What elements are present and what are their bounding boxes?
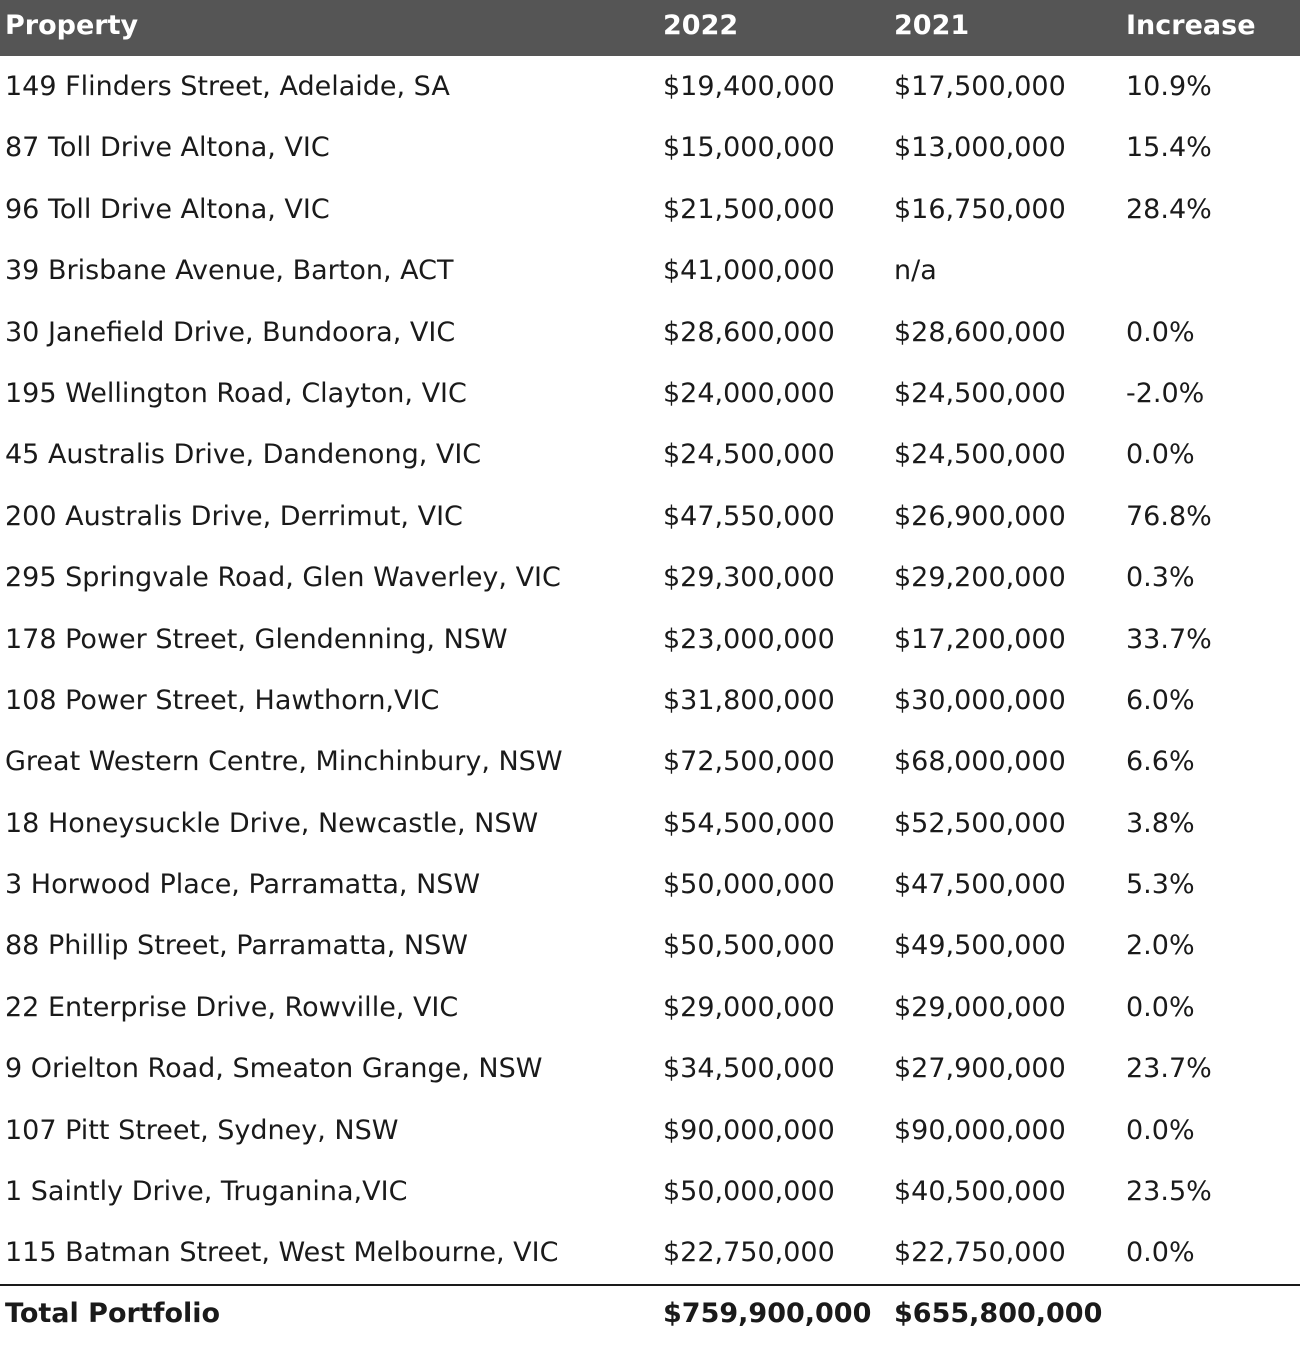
value-2022-cell: $29,300,000: [663, 562, 835, 594]
value-2021-cell: $24,500,000: [894, 377, 1066, 409]
value-2021-cell: $47,500,000: [894, 869, 1066, 901]
value-2022-cell: $47,550,000: [663, 500, 835, 532]
value-2022-cell: $22,750,000: [663, 1237, 835, 1269]
value-2021-cell: $28,600,000: [894, 316, 1066, 348]
table-row: [0, 486, 1300, 547]
increase-cell: 33.7%: [1126, 623, 1212, 655]
property-cell: 88 Phillip Street, Parramatta, NSW: [5, 930, 468, 962]
increase-cell: 0.0%: [1126, 316, 1195, 348]
value-2022-cell: $24,000,000: [663, 377, 835, 409]
value-2021-cell: $29,000,000: [894, 991, 1066, 1023]
increase-cell: 10.9%: [1126, 71, 1212, 102]
value-2022-cell: $28,600,000: [663, 316, 835, 348]
value-2022-cell: $19,400,000: [663, 71, 835, 102]
value-2021-cell: $22,750,000: [894, 1237, 1066, 1269]
table-row: [0, 240, 1300, 301]
table-row: [0, 915, 1300, 976]
increase-cell: 0.0%: [1126, 439, 1195, 471]
table-row: [0, 670, 1300, 731]
property-cell: 45 Australis Drive, Dandenong, VIC: [5, 439, 482, 471]
total-2021: $655,800,000: [894, 1298, 1103, 1329]
value-2021-cell: $26,900,000: [894, 500, 1066, 532]
value-2021-cell: $17,200,000: [894, 623, 1066, 655]
property-cell: 195 Wellington Road, Clayton, VIC: [5, 377, 467, 409]
total-row: [0, 1283, 1300, 1345]
increase-cell: 23.7%: [1126, 1053, 1212, 1085]
value-2021-cell: $27,900,000: [894, 1053, 1066, 1085]
property-cell: 295 Springvale Road, Glen Waverley, VIC: [5, 562, 561, 594]
value-2021-cell: $30,000,000: [894, 684, 1066, 716]
increase-cell: 2.0%: [1126, 930, 1195, 962]
value-2021-cell: $90,000,000: [894, 1114, 1066, 1146]
value-2022-cell: $21,500,000: [663, 193, 835, 225]
table-row: [0, 1038, 1300, 1099]
property-cell: 3 Horwood Place, Parramatta, NSW: [5, 869, 481, 901]
value-2022-cell: $50,500,000: [663, 930, 835, 962]
increase-cell: 6.6%: [1126, 746, 1195, 778]
value-2022-cell: $90,000,000: [663, 1114, 835, 1146]
header-increase: Increase: [1126, 10, 1256, 41]
increase-cell: 15.4%: [1126, 132, 1212, 164]
value-2021-cell: $13,000,000: [894, 132, 1066, 164]
property-cell: 39 Brisbane Avenue, Barton, ACT: [5, 255, 454, 287]
table-row: [0, 424, 1300, 485]
property-cell: 107 Pitt Street, Sydney, NSW: [5, 1114, 399, 1146]
value-2021-cell: $49,500,000: [894, 930, 1066, 962]
table-row: [0, 1100, 1300, 1161]
table-header: [0, 0, 1300, 56]
table-row: [0, 547, 1300, 608]
value-2022-cell: $41,000,000: [663, 255, 835, 287]
property-cell: 96 Toll Drive Altona, VIC: [5, 193, 330, 225]
property-cell: Great Western Centre, Minchinbury, NSW: [5, 746, 563, 778]
table-row: [0, 179, 1300, 240]
value-2022-cell: $54,500,000: [663, 807, 835, 839]
table-row: [0, 609, 1300, 670]
value-2022-cell: $31,800,000: [663, 684, 835, 716]
value-2022-cell: $29,000,000: [663, 991, 835, 1023]
value-2021-cell: $68,000,000: [894, 746, 1066, 778]
increase-cell: 0.3%: [1126, 562, 1195, 594]
table-row: [0, 363, 1300, 424]
value-2021-cell: $24,500,000: [894, 439, 1066, 471]
table-row: [0, 793, 1300, 854]
value-2022-cell: $50,000,000: [663, 1176, 835, 1208]
value-2021-cell: $17,500,000: [894, 71, 1066, 102]
value-2021-cell: $29,200,000: [894, 562, 1066, 594]
increase-cell: 76.8%: [1126, 500, 1212, 532]
table-row: [0, 1222, 1300, 1283]
property-cell: 18 Honeysuckle Drive, Newcastle, NSW: [5, 807, 539, 839]
table-row: [0, 1161, 1300, 1222]
increase-cell: 28.4%: [1126, 193, 1212, 225]
property-cell: 87 Toll Drive Altona, VIC: [5, 132, 330, 164]
table-row: [0, 854, 1300, 915]
header-2021: 2021: [894, 10, 970, 41]
table-body: [0, 56, 1300, 1284]
table-row: [0, 117, 1300, 178]
value-2022-cell: $50,000,000: [663, 869, 835, 901]
value-2022-cell: $15,000,000: [663, 132, 835, 164]
value-2021-cell: $16,750,000: [894, 193, 1066, 225]
value-2021-cell: $52,500,000: [894, 807, 1066, 839]
property-cell: 9 Orielton Road, Smeaton Grange, NSW: [5, 1053, 543, 1085]
property-cell: 200 Australis Drive, Derrimut, VIC: [5, 500, 463, 532]
value-2022-cell: $72,500,000: [663, 746, 835, 778]
property-cell: 149 Flinders Street, Adelaide, SA: [5, 71, 450, 102]
total-label: Total Portfolio: [5, 1298, 221, 1329]
table-row: [0, 56, 1300, 117]
property-cell: 1 Saintly Drive, Truganina,VIC: [5, 1176, 408, 1208]
increase-cell: 5.3%: [1126, 869, 1195, 901]
increase-cell: 3.8%: [1126, 807, 1195, 839]
header-property: Property: [5, 10, 139, 41]
increase-cell: 6.0%: [1126, 684, 1195, 716]
table-row: [0, 731, 1300, 792]
increase-cell: 23.5%: [1126, 1176, 1212, 1208]
value-2021-cell: n/a: [894, 255, 937, 287]
property-cell: 178 Power Street, Glendenning, NSW: [5, 623, 508, 655]
property-cell: 115 Batman Street, West Melbourne, VIC: [5, 1237, 559, 1269]
increase-cell: 0.0%: [1126, 1114, 1195, 1146]
property-cell: 22 Enterprise Drive, Rowville, VIC: [5, 991, 459, 1023]
increase-cell: 0.0%: [1126, 991, 1195, 1023]
table-row: [0, 977, 1300, 1038]
property-cell: 108 Power Street, Hawthorn,VIC: [5, 684, 440, 716]
value-2021-cell: $40,500,000: [894, 1176, 1066, 1208]
increase-cell: -2.0%: [1126, 377, 1205, 409]
table-row: [0, 302, 1300, 363]
value-2022-cell: $34,500,000: [663, 1053, 835, 1085]
property-cell: 30 Janefield Drive, Bundoora, VIC: [5, 316, 456, 348]
increase-cell: 0.0%: [1126, 1237, 1195, 1269]
total-2022: $759,900,000: [663, 1298, 872, 1329]
value-2022-cell: $24,500,000: [663, 439, 835, 471]
header-2022: 2022: [663, 10, 739, 41]
value-2022-cell: $23,000,000: [663, 623, 835, 655]
